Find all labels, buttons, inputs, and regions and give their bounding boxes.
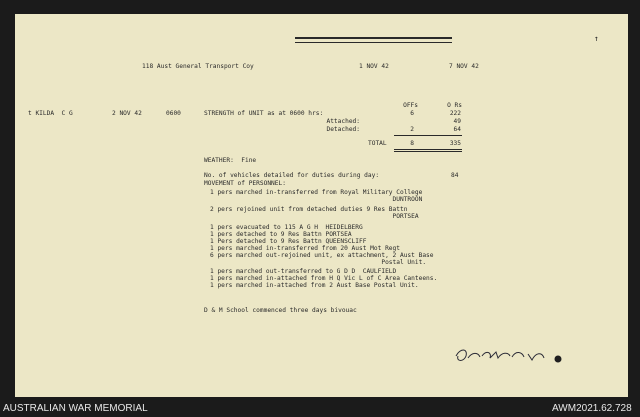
header-rule-bottom (295, 42, 452, 43)
col-ors-header: O Rs (447, 102, 462, 109)
strength-row-ors: 64 (453, 126, 461, 133)
strength-row-offrs: 6 (410, 110, 414, 117)
header-rule-top (295, 37, 452, 39)
movement-line: 6 pers marched out-rejoined unit, ex attachment, 2 Aust Base (210, 252, 434, 259)
movement-line: Postal Unit. (210, 259, 427, 266)
strength-heading: STRENGTH of UNIT as at 0600 hrs: (204, 110, 324, 117)
movement-line: 1 pers marched in-transferred from 20 Aust Mot Regt (210, 245, 400, 252)
movement-line: 1 Pers detached to 9 Res Battn QUEENSCLIFF (210, 238, 367, 245)
weather: WEATHER: Fine (204, 157, 257, 164)
total-double-rule-2 (394, 151, 462, 152)
col-offrs-header: OFFs (403, 102, 418, 109)
vehicles-label: No. of vehicles detailed for duties during day: (204, 172, 380, 179)
vehicles-count: 84 (451, 172, 459, 179)
school-note: D & M School commenced three days bivouac (204, 307, 357, 314)
unit-name: 118 Aust General Transport Coy (142, 63, 254, 70)
movement-line: 1 pers marched out-transferred to G D D CAULFIELD (210, 268, 397, 275)
movement-line: 1 pers evacuated to 115 A G H HEIDELBERG (210, 224, 363, 231)
movement-line: DUNTROON (210, 196, 423, 203)
movement-line: 1 pers marched in-attached from H Q Vic L of C Area Canteens. (210, 275, 438, 282)
movement-line: 1 pers marched in-attached from 2 Aust Base Postal Unit. (210, 282, 419, 289)
entry-place: t KILDA C G (28, 110, 73, 117)
archive-footer-right: AWM2021.62.728 (552, 403, 632, 414)
movement-line: 1 pers marched in-transferred from Royal Military College (210, 189, 423, 196)
movement-line: PORTSEA (210, 213, 419, 220)
archive-footer-left: AUSTRALIAN WAR MEMORIAL (3, 403, 148, 414)
strength-row-label: Attached: (326, 118, 360, 125)
strength-row-ors: 222 (449, 110, 461, 117)
movement-line: 1 pers detached to 9 Res Battn PORTSEA (210, 231, 352, 238)
strength-row-offrs: 2 (410, 126, 414, 133)
total-rule (394, 135, 462, 136)
total-ors: 335 (449, 140, 461, 147)
movement-heading: MOVEMENT of PERSONNEL: (204, 180, 286, 187)
entry-date: 2 NOV 42 (112, 110, 142, 117)
strength-row-ors: 49 (453, 118, 461, 125)
entry-hour: 0600 (166, 110, 181, 117)
strength-row-label: Detached: (326, 126, 360, 133)
to-date: 7 NOV 42 (449, 63, 479, 70)
corner-mark: ↑ (594, 34, 599, 43)
handwritten-signature (452, 344, 564, 370)
total-double-rule-1 (394, 149, 462, 150)
total-label: TOTAL (368, 140, 387, 147)
total-offrs: 8 (410, 140, 414, 147)
from-date: 1 NOV 42 (359, 63, 389, 70)
movement-line: 2 pers rejoined unit from detached duties 9 Res Battn (210, 206, 408, 213)
